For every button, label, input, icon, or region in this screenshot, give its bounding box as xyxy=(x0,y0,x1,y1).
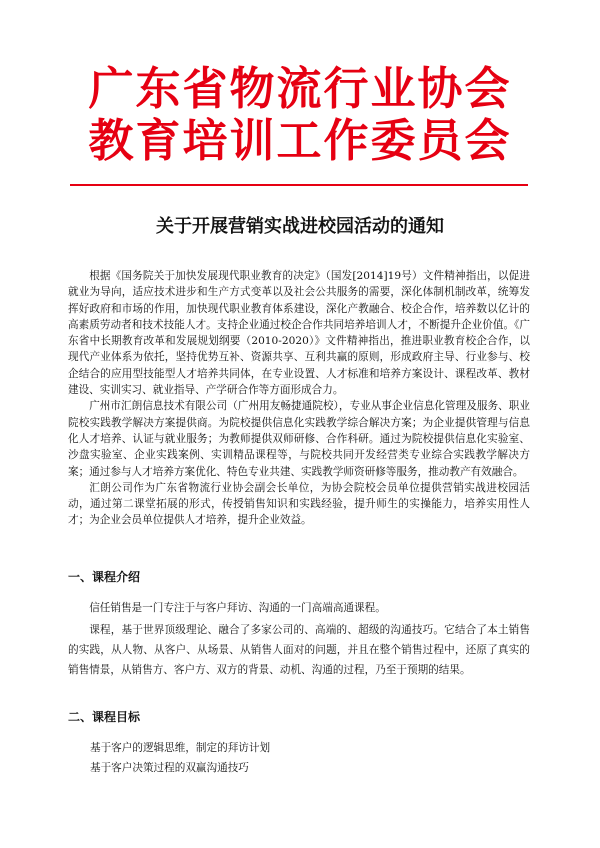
intro-paragraph-1: 根据《国务院关于加快发展现代职业教育的决定》（国发[2014]19号）文件精神指出，以促进就业为导向，适应技术进步和生产方式变革以及社会公共服务的需要，深化体制机制改革，统筹发挥好政府和市场的作用，加快现代职业教育体系建设，深化产教融合、校企合作，培养数以亿计的高素质劳动者和技术技能人才。支持企业通过校企合作共同培养培训人才，不断提升企业价值。《广东省中长期教育改革和发展规划纲要（2010-2020）》文件精神指出，推进职业教育校企合作，以现代产业体系为依托，坚持优势互补、资源共享、互利共赢的原则，形成政府主导、行业参与、校企结合的应用型技能型人才培养共同体，在专业设置、人才标准和培养方案设计、课程改革、教材建设、实训实习、就业指导、产学研合作等方面形成合力。 xyxy=(68,270,530,397)
section-heading-course-intro: 一、课程介绍 xyxy=(68,570,141,584)
course-intro-section xyxy=(68,598,530,682)
course-goals-section xyxy=(68,738,530,778)
section-heading-course-goals: 二、课程目标 xyxy=(68,710,141,724)
masthead-divider xyxy=(70,184,528,186)
masthead-line-1: 广东省物流行业协会 xyxy=(88,62,512,115)
course-goal-item-2: 基于客户决策过程的双赢沟通技巧 xyxy=(90,762,249,774)
masthead-line-2: 教育培训工作委员会 xyxy=(88,114,512,167)
intro-paragraph-2: 广州市汇朗信息技术有限公司（广州用友畅捷通院校），专业从事企业信息化管理及服务、职业院校实践教学解决方案提供商。为院校提供信息化实践教学综合解决方案；为企业提供管理与信息化人才培养、认证与就业服务；为教师提供双师研修、合作科研。通过为院校提供信息化实验室、沙盘实验室、企业实践案例、实训精品课程等，与院校共同开发经营类专业综合实践教学解决方案；通过参与人才培养方案优化、特色专业共建、实践教学师资研修等服务，推动教产有效融合。 xyxy=(68,400,530,478)
document-title: 关于开展营销实战进校园活动的通知 xyxy=(156,216,444,237)
intro-paragraph-3: 汇朗公司作为广东省物流行业协会副会长单位，为协会院校会员单位提供营销实战进校园活动，通过第二课堂拓展的形式，传授销售知识和实践经验，提升师生的实操能力，培养实用性人才；为企业会员单位提供人才培养，提升企业效益。 xyxy=(68,481,530,527)
course-intro-paragraph-1: 信任销售是一门专注于与客户拜访、沟通的一门高端高通课程。 xyxy=(89,602,386,614)
course-intro-paragraph-2: 课程，基于世界顶级理论、融合了多家公司的、高端的、超级的沟通技巧。它结合了本土销售的实践，从人物、从客户、从场景、从销售人面对的问题，并且在整个销售过程中，还原了真实的销售情景，从销售方、客户方、双方的背景、动机、沟通的过程，乃至于预期的结果。 xyxy=(68,624,530,676)
course-goal-item-1: 基于客户的逻辑思维，制定的拜访计划 xyxy=(90,742,271,754)
intro-section xyxy=(68,268,530,529)
